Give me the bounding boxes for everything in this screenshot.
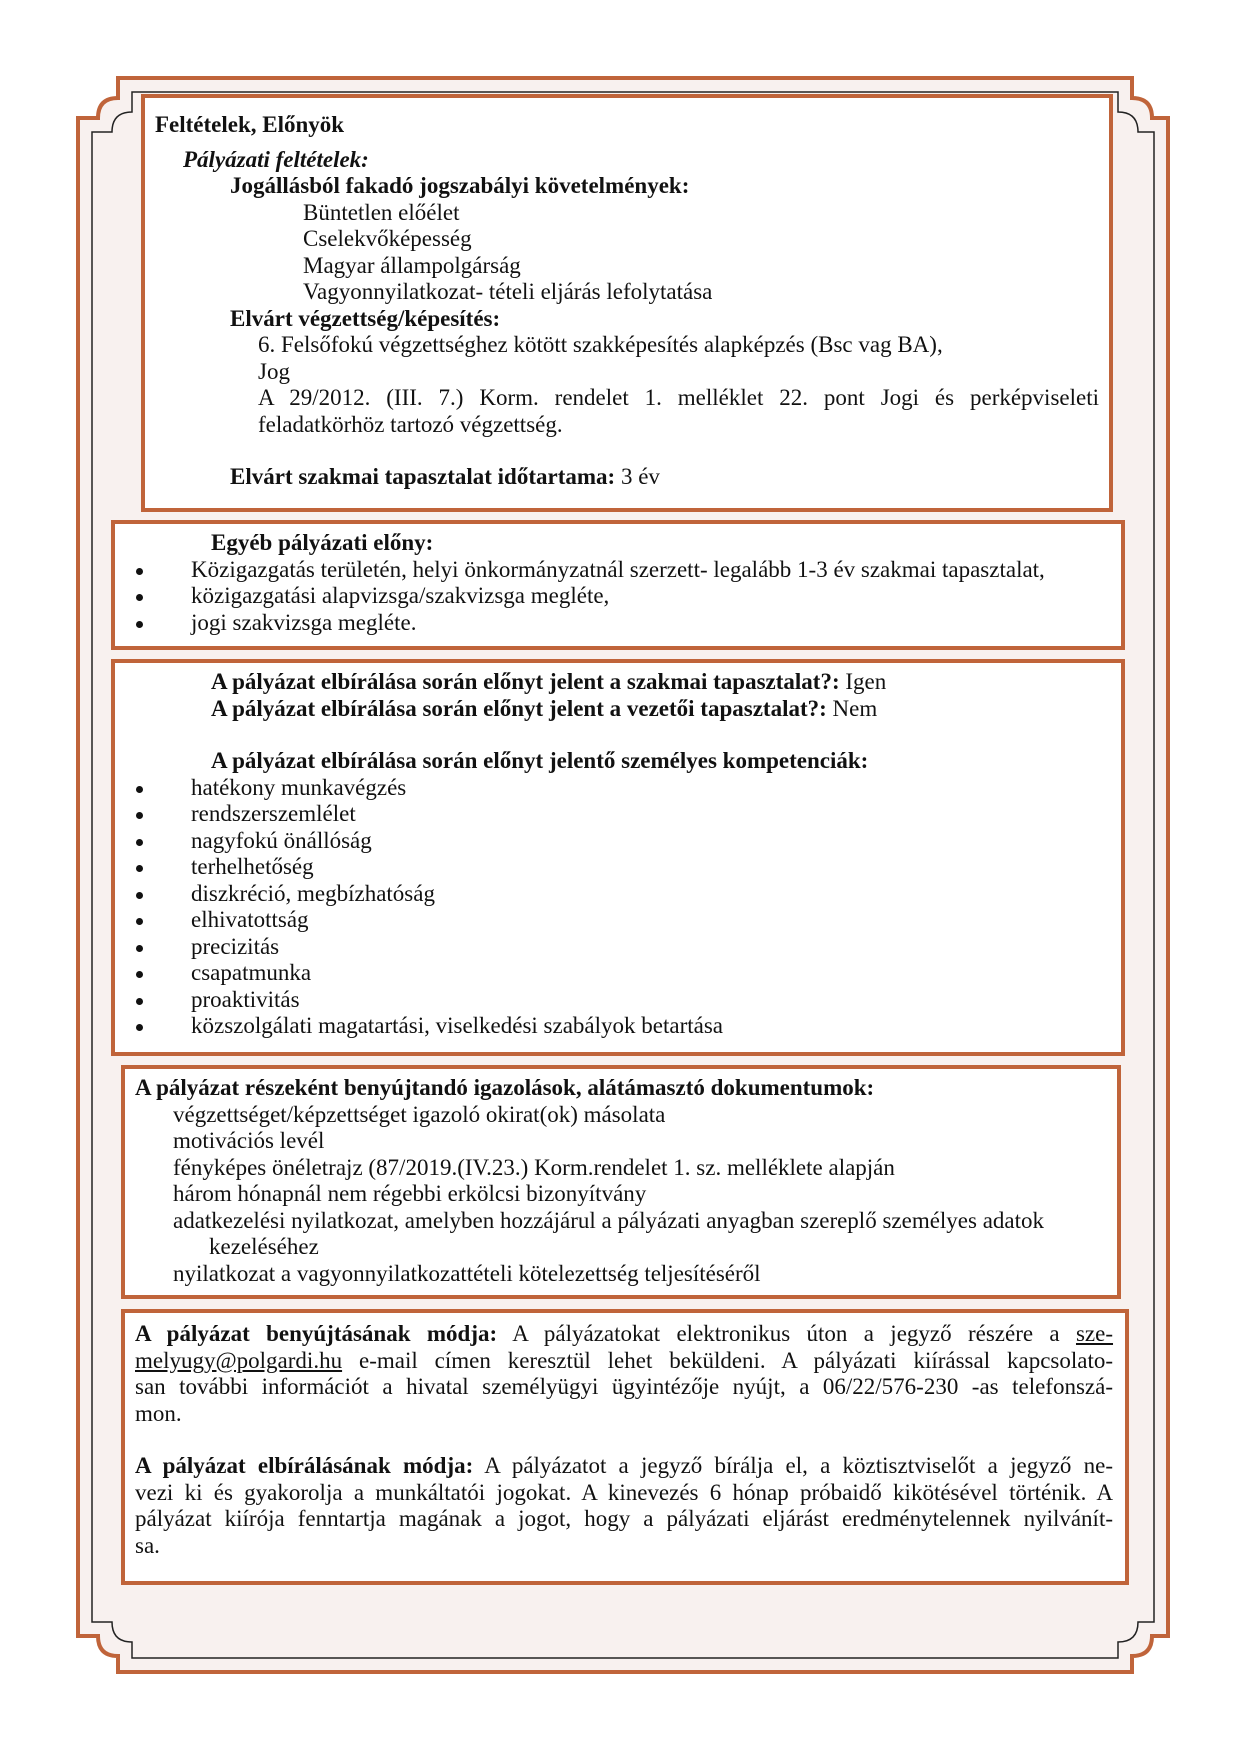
email-link[interactable]: melyugy@polgardi.hu xyxy=(135,1347,343,1373)
other-advantages-box xyxy=(111,520,1125,650)
competencies-list xyxy=(127,775,1111,1040)
paragraph-line: pályázat kiírója fenntartja magának a jogot, hogy a pályázati eljárást eredménytelennek nyilvánít- xyxy=(135,1506,1113,1531)
paragraph-line xyxy=(135,1321,1113,1348)
question-label: A pályázat elbírálása során előnyt jelent a vezetői tapasztalat?: xyxy=(211,695,827,721)
email-link[interactable]: sze- xyxy=(1075,1321,1114,1346)
list-item: nyilatkozat a vagyonnyilatkozattételi kötelezettség teljesítéséről xyxy=(173,1260,761,1286)
submission-text: A pályázatokat elektronikus úton a jegyző részére a xyxy=(512,1321,1060,1346)
competencies-heading: A pályázat elbírálása során előnyt jelentő személyes kompetenciák: xyxy=(211,748,869,773)
required-documents-heading: A pályázat részeként benyújtandó igazolások, alátámasztó dokumentumok: xyxy=(135,1075,875,1100)
evaluation-method-paragraph xyxy=(135,1453,1113,1559)
experience-requirement xyxy=(230,464,1099,491)
question-label: A pályázat elbírálása során előnyt jelent a szakmai tapasztalat?: xyxy=(211,669,840,694)
list-item: motivációs levél xyxy=(173,1128,325,1153)
list-item: Magyar állampolgárság xyxy=(303,252,521,278)
list-item: nagyfokú önállóság xyxy=(127,828,1111,855)
section-title: Feltételek, Előnyök xyxy=(155,112,345,137)
management-experience-question xyxy=(211,696,1111,723)
list-item: három hónapnál nem régebbi erkölcsi bizonyítvány xyxy=(173,1181,647,1206)
education-line: feladatkörhöz tartozó végzettség. xyxy=(258,411,563,437)
list-item: rendszerszemlélet xyxy=(127,801,1111,828)
education-details xyxy=(258,332,1099,438)
submission-method-paragraph xyxy=(135,1321,1113,1427)
conditions-box xyxy=(141,94,1113,512)
education-line: 6. Felsőfokú végzettséghez kötött szakképesítés alapképzés (Bsc vag BA), xyxy=(258,332,943,357)
paragraph-line: san további információt a hivatal személyügyi ügyintézője nyújt, a 06/22/576-230 -as telefonszá- xyxy=(135,1374,1113,1399)
professional-experience-question xyxy=(211,669,1111,696)
paragraph-line: vezi ki és gyakorolja a munkáltatói jogokat. A kinevezés 6 hónap próbaidő kikötésével történik. A xyxy=(135,1479,1113,1505)
list-item: Vagyonnyilatkozat- tételi eljárás lefolytatása xyxy=(303,279,713,304)
required-documents-box xyxy=(121,1065,1121,1299)
list-item: jogi szakvizsga megléte. xyxy=(127,610,1111,637)
submission-box xyxy=(121,1309,1129,1585)
question-answer: Nem xyxy=(832,695,878,721)
list-item: precizitás xyxy=(127,934,1111,961)
evaluation-text: A pályázatot a jegyző bírálja el, a köztisztviselőt a jegyző ne- xyxy=(484,1453,1113,1478)
paragraph-line xyxy=(135,1453,1113,1480)
evaluation-label: A pályázat elbírálásának módja: xyxy=(135,1453,474,1478)
paragraph-line: mon. xyxy=(135,1400,182,1426)
education-line: Jog xyxy=(258,358,290,384)
list-item: csapatmunka xyxy=(127,960,1111,987)
list-item: hatékony munkavégzés xyxy=(127,775,1111,802)
list-item: közigazgatási alapvizsga/szakvizsga megléte, xyxy=(127,583,1111,610)
paragraph-line xyxy=(135,1348,1113,1375)
list-item: fényképes önéletrajz (87/2019.(IV.23.) Korm.rendelet 1. sz. melléklete alapján xyxy=(173,1154,895,1180)
list-item: végzettséget/képzettséget igazoló okirat(ok) másolata xyxy=(173,1101,666,1127)
education-heading: Elvárt végzettség/képesítés: xyxy=(230,305,501,331)
list-item-continuation: kezeléséhez xyxy=(209,1234,319,1259)
experience-value: 3 év xyxy=(620,464,660,489)
evaluation-criteria-box xyxy=(111,659,1125,1056)
other-advantages-list xyxy=(127,557,1111,637)
list-item: terhelhetőség xyxy=(127,854,1111,881)
list-item: Közigazgatás területén, helyi önkormányzatnál szerzett- legalább 1-3 év szakmai tapasztalat, xyxy=(127,557,1111,584)
list-item: proaktivitás xyxy=(127,987,1111,1014)
legal-requirements-heading: Jogállásból fakadó jogszabályi követelmények: xyxy=(230,173,690,198)
list-item: diszkréció, megbízhatóság xyxy=(127,881,1111,908)
list-item: közszolgálati magatartási, viselkedési szabályok betartása xyxy=(127,1013,1111,1040)
paragraph-line: sa. xyxy=(135,1532,160,1558)
question-answer: Igen xyxy=(845,669,887,694)
list-item: Cselekvőképesség xyxy=(303,226,472,251)
list-item: adatkezelési nyilatkozat, amelyben hozzájárul a pályázati anyagban szereplő személyes adatok xyxy=(173,1207,1045,1233)
required-documents-list xyxy=(173,1102,1111,1288)
submission-text: e-mail címen keresztül lehet beküldeni. A pályázati kiírással kapcsolato- xyxy=(358,1347,1114,1373)
requirements-subtitle: Pályázati feltételek: xyxy=(183,146,369,172)
other-advantages-heading: Egyéb pályázati előny: xyxy=(211,530,434,555)
list-item: Büntetlen előélet xyxy=(303,199,460,225)
experience-label: Elvárt szakmai tapasztalat időtartama: xyxy=(230,464,616,489)
education-line: A 29/2012. (III. 7.) Korm. rendelet 1. melléklet 22. pont Jogi és perképviseleti xyxy=(258,385,1099,410)
list-item: elhivatottság xyxy=(127,907,1111,934)
legal-requirements-list xyxy=(303,200,1099,306)
submission-label: A pályázat benyújtásának módja: xyxy=(135,1321,498,1346)
